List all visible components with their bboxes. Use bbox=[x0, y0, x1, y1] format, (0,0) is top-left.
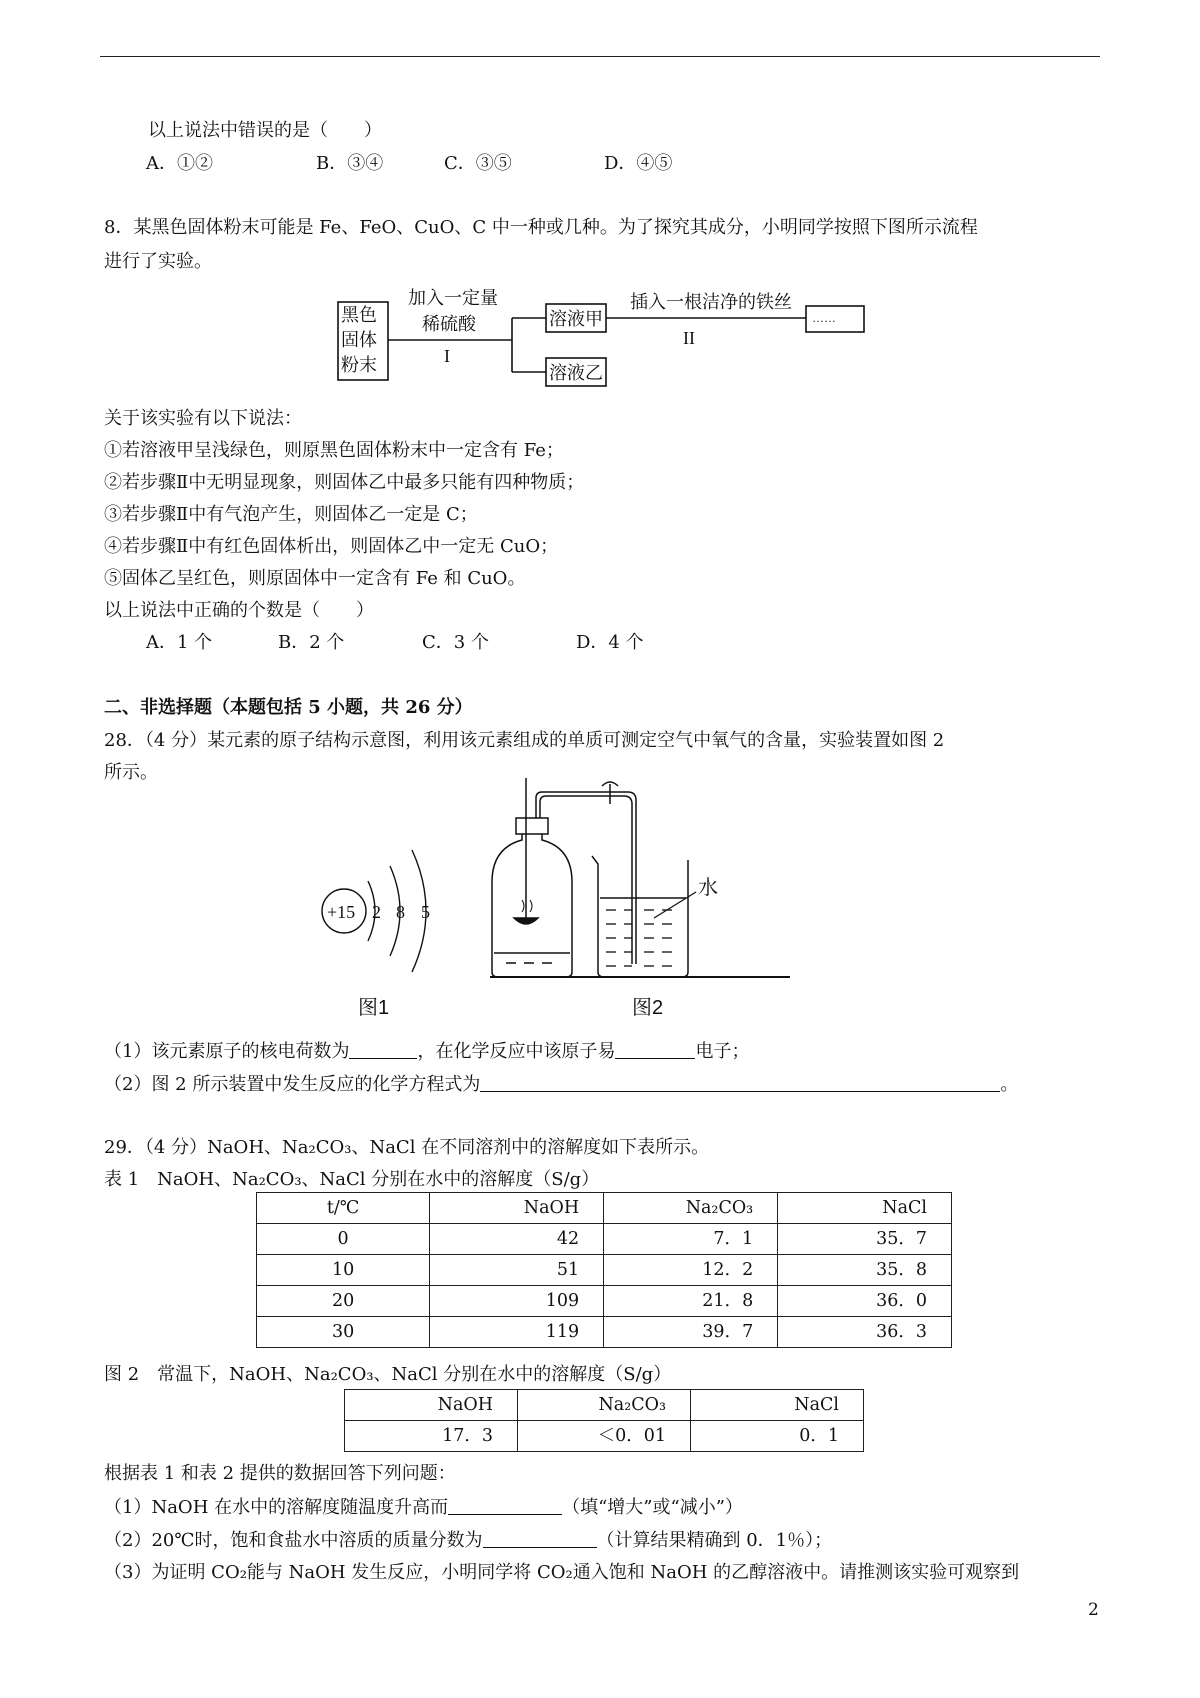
answer-blank[interactable] bbox=[480, 1073, 1000, 1092]
table-cell: 51 bbox=[430, 1255, 604, 1286]
q29-sub2-text-a: （2）20℃时，饱和食盐水中溶质的质量分数为 bbox=[104, 1530, 483, 1551]
table1-caption: 表 1 NaOH、Na₂CO₃、NaCl 分别在水中的溶解度（S/g） bbox=[104, 1169, 600, 1190]
flow-step2-num: II bbox=[683, 328, 695, 348]
answer-blank[interactable] bbox=[448, 1496, 562, 1515]
flow-step1-top: 加入一定量 bbox=[408, 288, 498, 308]
q8-statement-2: ②若步骤Ⅱ中无明显现象，则固体乙中最多只能有四种物质； bbox=[104, 472, 585, 493]
q29-intro: 根据表 1 和表 2 提供的数据回答下列问题： bbox=[104, 1463, 456, 1484]
q8-option-c: C．3 个 bbox=[422, 632, 489, 653]
q28-sub2-text-b: 。 bbox=[1000, 1074, 1019, 1095]
flow-start-line3: 粉末 bbox=[341, 355, 377, 375]
atom-shell-1: 2 bbox=[372, 902, 381, 922]
flow-step1-num: I bbox=[444, 346, 450, 366]
flow-step1-bottom: 稀硫酸 bbox=[422, 314, 476, 334]
q8-option-a: A．1 个 bbox=[146, 632, 213, 653]
table-cell: 42 bbox=[430, 1224, 604, 1255]
table-header: NaOH bbox=[345, 1390, 518, 1421]
q7-option-b: B．③④ bbox=[316, 153, 384, 174]
fig2-caption: 图2 bbox=[632, 997, 664, 1019]
table-cell: 17．3 bbox=[345, 1421, 518, 1452]
q8-line2: 进行了实验。 bbox=[104, 251, 212, 272]
table-cell: 109 bbox=[430, 1286, 604, 1317]
q28-sub1-text-a: （1）该元素原子的核电荷数为 bbox=[104, 1041, 350, 1062]
table-row bbox=[257, 1224, 952, 1255]
table-cell: 35．7 bbox=[778, 1224, 952, 1255]
q8-option-b: B．2 个 bbox=[278, 632, 345, 653]
q8-line1: 8．某黑色固体粉末可能是 Fe、FeO、CuO、C 中一种或几种。为了探究其成分，小明同学按照下图所示流程 bbox=[104, 217, 978, 238]
q29-sub2 bbox=[104, 1529, 832, 1552]
atom-shell-2: 8 bbox=[396, 902, 405, 922]
apparatus-diagram bbox=[490, 778, 790, 977]
q28-sub2-text-a: （2）图 2 所示装置中发生反应的化学方程式为 bbox=[104, 1074, 481, 1095]
table-cell: 21．8 bbox=[604, 1286, 778, 1317]
table-cell: 36．3 bbox=[778, 1317, 952, 1348]
q8-statement-4: ④若步骤Ⅱ中有红色固体析出，则固体乙中一定无 CuO； bbox=[104, 536, 559, 557]
flow-start-line1: 黑色 bbox=[341, 305, 377, 325]
q29-sub1-text-b: （填“增大”或“减小”） bbox=[562, 1497, 743, 1518]
page-number: 2 bbox=[1088, 1600, 1099, 1620]
flow-box-end: …… bbox=[812, 311, 836, 325]
table-cell: 12．2 bbox=[604, 1255, 778, 1286]
solubility-table-1 bbox=[256, 1192, 952, 1348]
table-cell: 0 bbox=[257, 1224, 430, 1255]
flow-box-a: 溶液甲 bbox=[549, 309, 603, 329]
q28-figures bbox=[310, 778, 830, 1028]
q28-line1: 28．（4 分）某元素的原子结构示意图，利用该元素组成的单质可测定空气中氧气的含量，实验装置如图 2 bbox=[104, 730, 945, 751]
table-header: NaCl bbox=[778, 1193, 952, 1224]
q8-option-d: D．4 个 bbox=[576, 632, 644, 653]
q8-intro: 关于该实验有以下说法： bbox=[104, 408, 302, 429]
atom-shell-3: 5 bbox=[421, 902, 430, 922]
flow-box-b: 溶液乙 bbox=[549, 363, 603, 383]
table-cell: ＜0．01 bbox=[518, 1421, 691, 1452]
q28-line2: 所示。 bbox=[104, 762, 158, 783]
q28-sub1 bbox=[104, 1040, 749, 1063]
table-cell: 39．7 bbox=[604, 1317, 778, 1348]
atom-nucleus: +15 bbox=[327, 902, 356, 922]
table-cell: 20 bbox=[257, 1286, 430, 1317]
q7-stem: 以上说法中错误的是（ ） bbox=[148, 120, 382, 141]
q8-statement-5: ⑤固体乙呈红色，则原固体中一定含有 Fe 和 CuO。 bbox=[104, 568, 526, 589]
table-cell: 10 bbox=[257, 1255, 430, 1286]
table-row bbox=[257, 1255, 952, 1286]
q7-option-a: A．①② bbox=[146, 153, 213, 174]
answer-blank[interactable] bbox=[615, 1040, 695, 1059]
q7-option-c: C．③⑤ bbox=[444, 153, 512, 174]
table-row bbox=[257, 1286, 952, 1317]
table-header: NaCl bbox=[691, 1390, 864, 1421]
table-cell: 119 bbox=[430, 1317, 604, 1348]
table-cell: 35．8 bbox=[778, 1255, 952, 1286]
q8-flow-diagram bbox=[330, 278, 880, 390]
table2-caption: 图 2 常温下，NaOH、Na₂CO₃、NaCl 分别在水中的溶解度（S/g） bbox=[104, 1364, 672, 1385]
q28-sub1-text-b: ，在化学反应中该原子易 bbox=[417, 1041, 616, 1062]
table-row bbox=[345, 1390, 864, 1421]
table-row bbox=[345, 1421, 864, 1452]
q8-statement-3: ③若步骤Ⅱ中有气泡产生，则固体乙一定是 C； bbox=[104, 504, 478, 525]
table-row bbox=[257, 1193, 952, 1224]
fig1-caption: 图1 bbox=[358, 997, 390, 1019]
water-label: 水 bbox=[698, 877, 718, 899]
q8-statement-1: ①若溶液甲呈浅绿色，则原黑色固体粉末中一定含有 Fe； bbox=[104, 440, 564, 461]
table-cell: 30 bbox=[257, 1317, 430, 1348]
header-rule bbox=[100, 56, 1100, 57]
table-header: t/℃ bbox=[257, 1193, 430, 1224]
q28-sub2 bbox=[104, 1073, 1018, 1096]
beaker-water bbox=[606, 892, 696, 966]
table-cell: 36．0 bbox=[778, 1286, 952, 1317]
table-cell: 7．1 bbox=[604, 1224, 778, 1255]
q29-sub3: （3）为证明 CO₂能与 NaOH 发生反应，小明同学将 CO₂通入饱和 NaOH 的乙醇溶液中。请推测该实验可观察到 bbox=[104, 1562, 1020, 1583]
table-header: Na₂CO₃ bbox=[518, 1390, 691, 1421]
flow-step2-label: 插入一根洁净的铁丝 bbox=[630, 292, 792, 312]
q7-option-d: D．④⑤ bbox=[604, 153, 673, 174]
q28-sub1-text-c: 电子； bbox=[695, 1041, 750, 1062]
flow-start-line2: 固体 bbox=[341, 330, 377, 350]
q29-sub1-text-a: （1）NaOH 在水中的溶解度随温度升高而 bbox=[104, 1497, 449, 1518]
answer-blank[interactable] bbox=[349, 1040, 417, 1059]
solubility-table-2 bbox=[344, 1389, 864, 1452]
answer-blank[interactable] bbox=[483, 1529, 597, 1548]
table-row bbox=[257, 1317, 952, 1348]
table-cell: 0．1 bbox=[691, 1421, 864, 1452]
q29-line1: 29．（4 分）NaOH、Na₂CO₃、NaCl 在不同溶剂中的溶解度如下表所示。 bbox=[104, 1137, 710, 1158]
section2-title: 二、非选择题（本题包括 5 小题，共 26 分） bbox=[104, 697, 473, 718]
q8-stem: 以上说法中正确的个数是（ ） bbox=[104, 600, 374, 621]
q29-sub1 bbox=[104, 1496, 743, 1519]
q29-sub2-text-b: （计算结果精确到 0．1％）； bbox=[596, 1530, 833, 1551]
table-header: NaOH bbox=[430, 1193, 604, 1224]
table-header: Na₂CO₃ bbox=[604, 1193, 778, 1224]
